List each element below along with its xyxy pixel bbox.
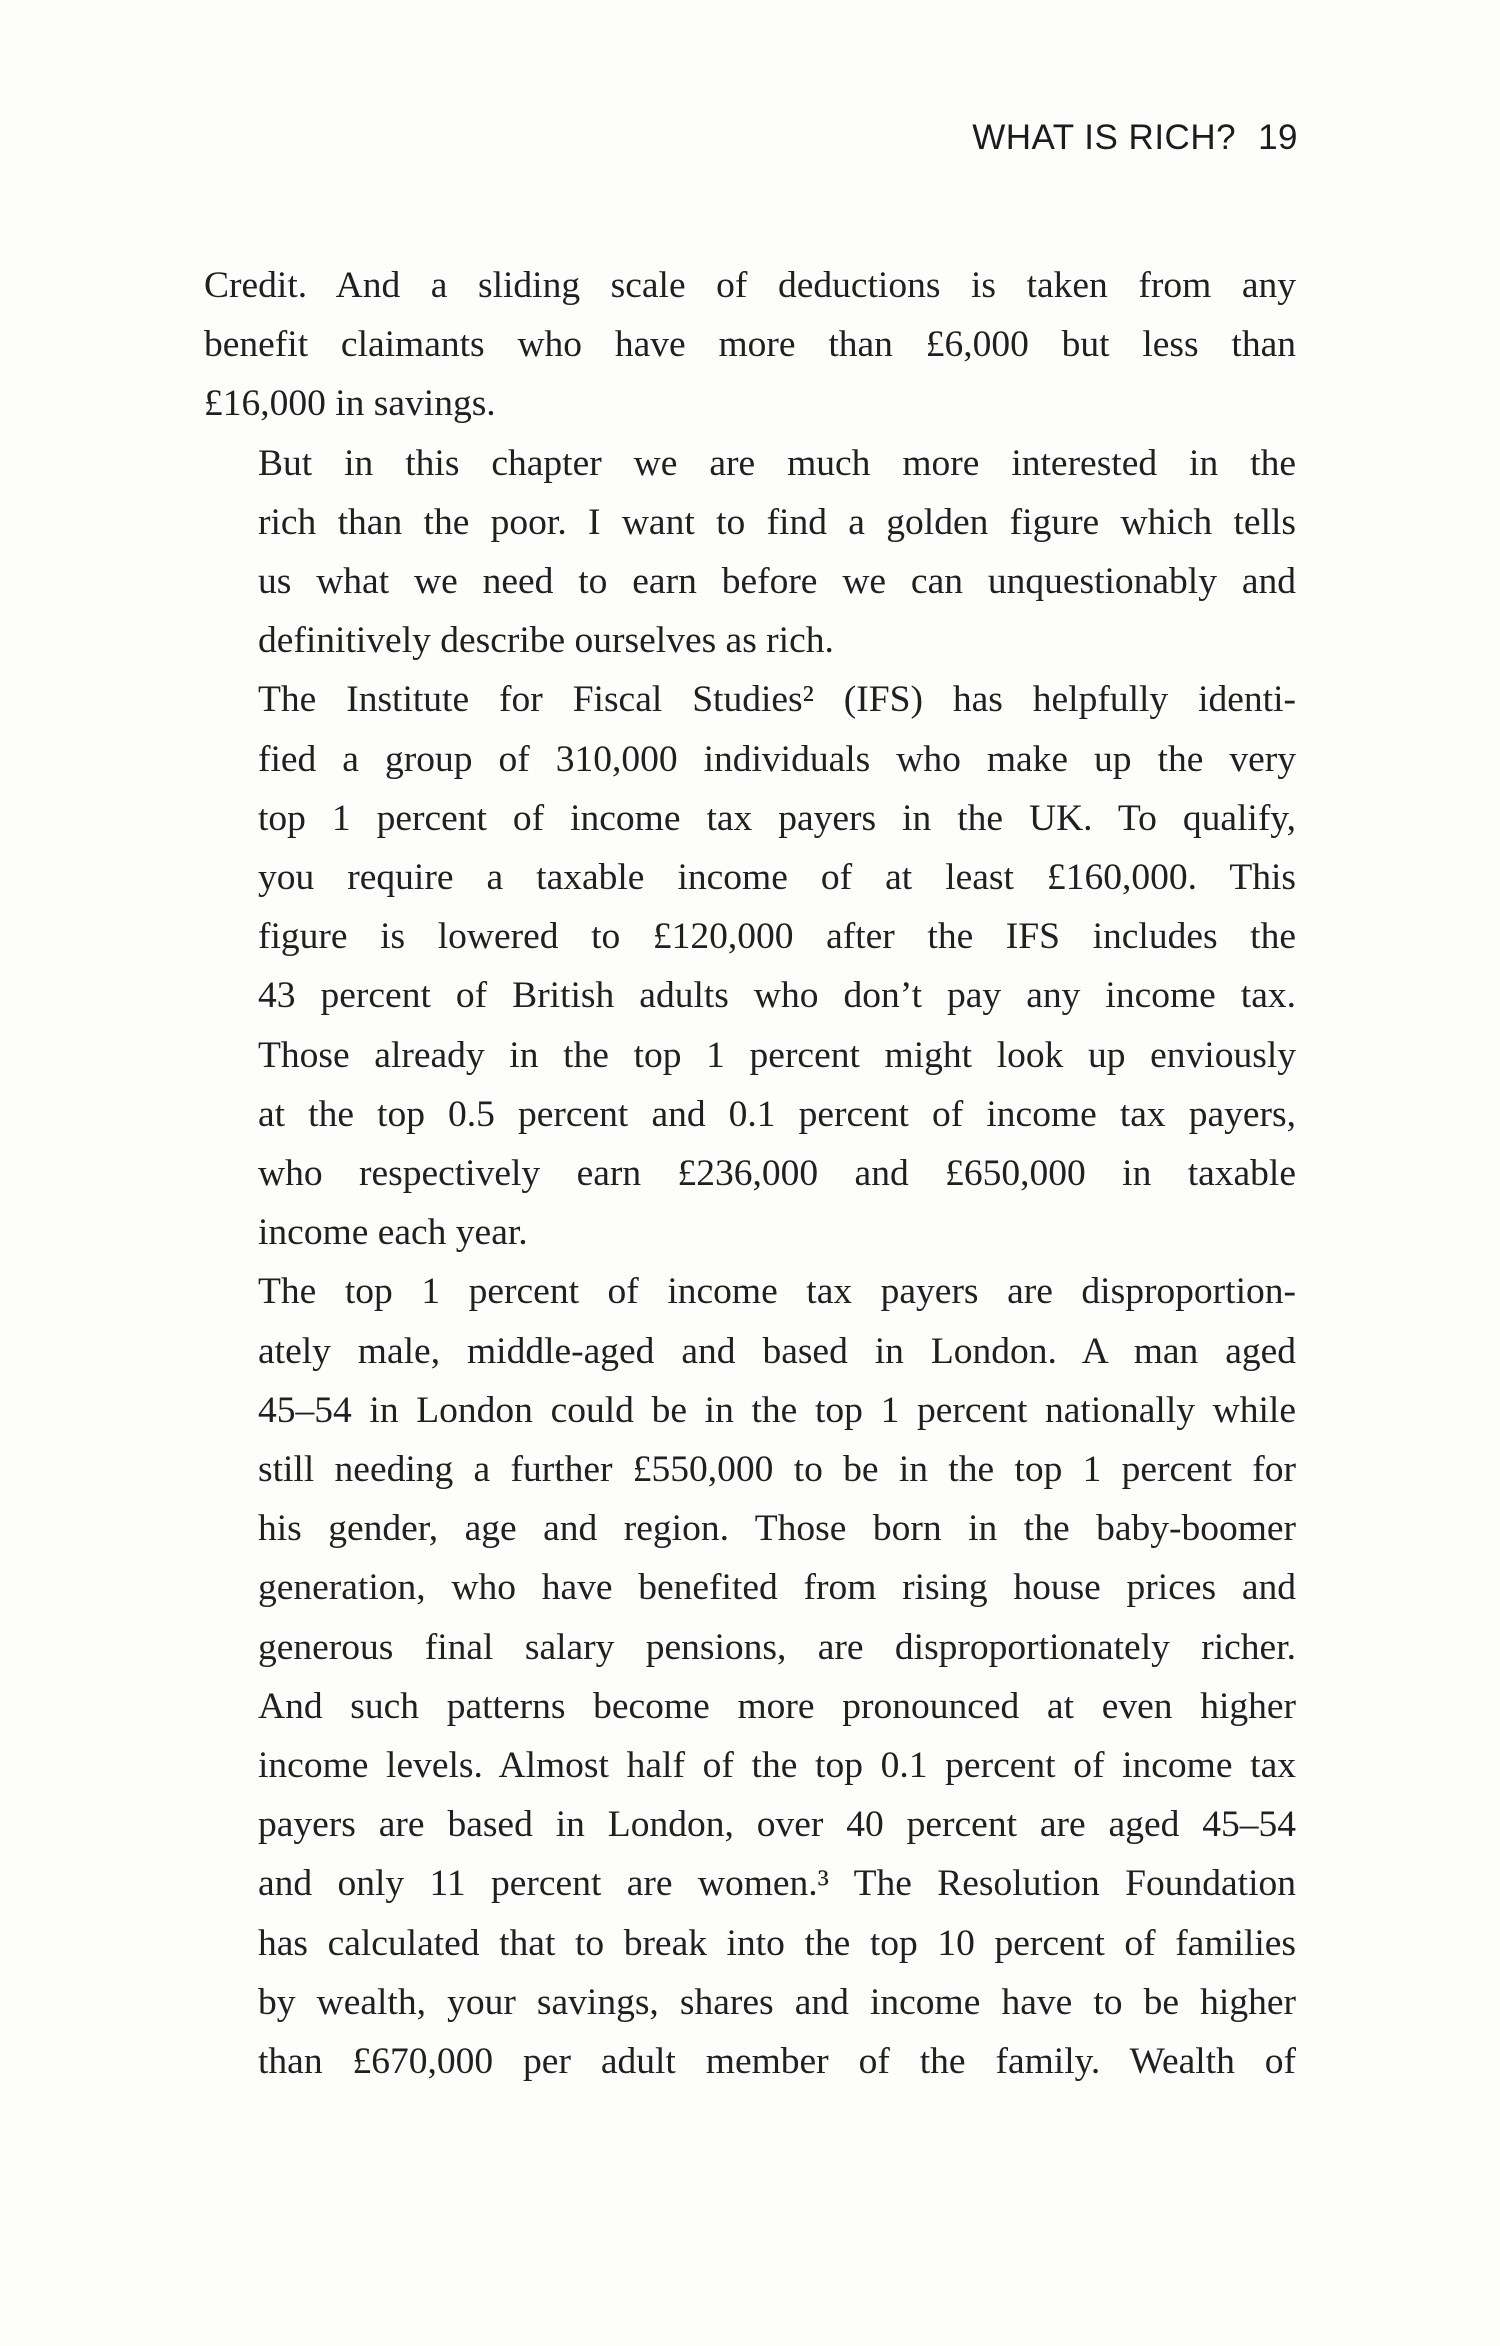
text-line: Credit. And a sliding scale of deductions is taken from any <box>204 265 1296 306</box>
text-line: generous final salary pensions, are disproportionately richer. <box>258 1626 1296 1668</box>
text-line: fied a group of 310,000 individuals who make up the very <box>258 738 1296 780</box>
text-line: at the top 0.5 percent and 0.1 percent of income tax payers, <box>258 1093 1296 1135</box>
paragraph <box>204 670 1296 1262</box>
text-line: has calculated that to break into the top 10 percent of families <box>258 1922 1296 1964</box>
text-line: and only 11 percent are women.³ The Resolution Foundation <box>258 1863 1296 1905</box>
text-line: But in this chapter we are much more interested in the <box>258 442 1296 484</box>
text-line: 45–54 in London could be in the top 1 percent nationally while <box>258 1389 1296 1431</box>
page-number: 19 <box>1258 118 1298 157</box>
text-line: his gender, age and region. Those born in the baby-boomer <box>258 1508 1296 1550</box>
running-head-title: WHAT IS RICH? <box>972 118 1237 157</box>
paragraph <box>204 1262 1296 2091</box>
text-line: figure is lowered to £120,000 after the IFS includes the <box>258 916 1296 958</box>
text-line: definitively describe ourselves as rich. <box>258 620 834 662</box>
paragraph <box>204 256 1296 434</box>
text-line: income each year. <box>258 1212 528 1254</box>
text-line: top 1 percent of income tax payers in the UK. To qualify, <box>258 797 1296 839</box>
text-line: The Institute for Fiscal Studies² (IFS) has helpfully identi- <box>258 679 1296 721</box>
text-line: us what we need to earn before we can unquestionably and <box>258 561 1296 603</box>
text-line: by wealth, your savings, shares and income have to be higher <box>258 1981 1296 2023</box>
text-line: And such patterns become more pronounced at even higher <box>258 1685 1296 1727</box>
text-line: who respectively earn £236,000 and £650,000 in taxable <box>258 1153 1296 1195</box>
text-line: ately male, middle-aged and based in London. A man aged <box>258 1330 1296 1372</box>
text-line: Those already in the top 1 percent might look up enviously <box>258 1034 1296 1076</box>
text-line: 43 percent of British adults who don’t pay any income tax. <box>258 975 1296 1017</box>
paragraph <box>204 434 1296 671</box>
text-line: £16,000 in savings. <box>204 383 496 425</box>
text-line: still needing a further £550,000 to be in the top 1 percent for <box>258 1449 1296 1491</box>
text-line: you require a taxable income of at least £160,000. This <box>258 857 1296 899</box>
text-line: generation, who have benefited from rising house prices and <box>258 1567 1296 1609</box>
text-line: rich than the poor. I want to find a golden figure which tells <box>258 501 1296 543</box>
running-head <box>972 118 1298 158</box>
text-line: income levels. Almost half of the top 0.1 percent of income tax <box>258 1745 1296 1787</box>
body-text <box>204 256 1296 2091</box>
text-line: payers are based in London, over 40 percent are aged 45–54 <box>258 1804 1296 1846</box>
text-line: The top 1 percent of income tax payers are disproportion- <box>258 1271 1296 1313</box>
text-line: benefit claimants who have more than £6,000 but less than <box>204 324 1296 366</box>
text-line: than £670,000 per adult member of the family. Wealth of <box>258 2041 1296 2083</box>
